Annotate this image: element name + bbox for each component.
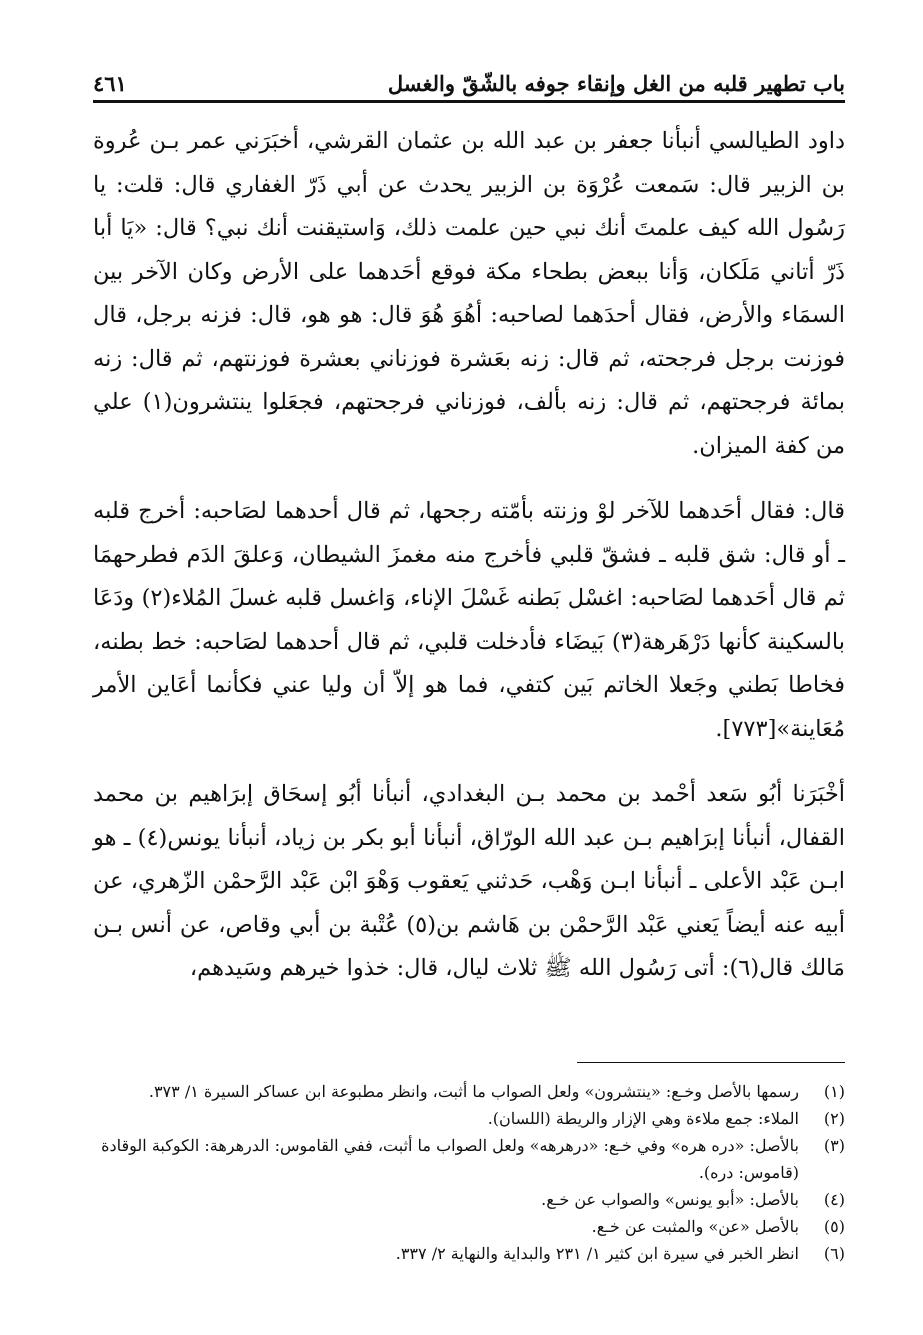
footnote-text: بالأصل: «دره هره» وفي خـع: «درهرهه» ولعل الصواب ما أثبت، ففي القاموس: الدرهرهة: الكوكبة الوقادة (قاموس: دره). (101, 1136, 799, 1182)
paragraph: قال: فقال أحَدهما للآخر لوْ وزنته بأمّته رجحها، ثم قال أحدهما لصَاحبه: أخرج قلبه ـ أو قال: شق قلبه ـ فشقّ قلبي فأخرج منه مغمزَ الشيطان، وَعلقَ الدَم فطرحهمَا ثم قال أحَدهما لصَاحبه: اغسْل بَطنه غَسْلَ الإناء، وَاغسل قلبه غسلَ المُلاء(٢) ودَعَا بالسكينة كأنها دَرْهَرهة(٣) بَيضَاء فأدخلت قلبي، ثم قال أحدهما لصَاحبه: خط بطنه، فخاطا بَطني وجَعلا الخاتم بَين كتفي، فما هو إلاّ أن وليا عني فكأنما أعَاين الأمر مُعَاينة»[٧٧٣]. (93, 498, 845, 742)
footnote (93, 1132, 845, 1186)
footnote-number: (١) (823, 1082, 845, 1101)
page-number: ٤٦١ (93, 71, 127, 96)
footnote-text: الملاء: جمع ملاءة وهي الإزار والريطة (اللسان). (487, 1109, 799, 1128)
footnote-number: (٢) (823, 1109, 845, 1128)
footnote (93, 1186, 845, 1213)
main-text (93, 120, 845, 991)
footnote-text: بالأصل «عن» والمثبت عن خـع. (591, 1217, 799, 1236)
footnote-text: بالأصل: «أبو يونس» والصواب عن خـع. (541, 1190, 799, 1209)
footnote-number: (٥) (823, 1217, 845, 1236)
paragraph: أخْبَرَنا أبُو سَعد أحْمد بن محمد بـن البغدادي، أنبأنا أبُو إسحَاق إبرَاهيم بن محمد القفال، أنبأنا إبرَاهيم بـن عبد الله الورّاق، أنبأنا أبو بكر بن زياد، أنبأنا يونس(٤) ـ هو ابـن عَبْد الأعلى ـ أنبأنا ابـن وَهْب، حَدثني يَعقوب وَهْوَ ابْن عَبْد الرَّحمْن الزّهري، عن أبيه عنه أيضاً يَعني عَبْد الرَّحمْن بن هَاشم بن(٥) عُتْبة بن أبي وقاص، عن أنس بـن مَالك قال(٦): أتى رَسُول الله ﷺ ثلاث ليال، قال: خذوا خيرهم وسَيدهم، (93, 781, 845, 981)
footnote (93, 1240, 845, 1267)
footnote (93, 1213, 845, 1240)
footnote-divider (577, 1062, 845, 1063)
footnote-text: رسمها بالأصل وخـع: «ينتشرون» ولعل الصواب ما أثبت، وانظر مطبوعة ابن عساكر السيرة ١/ ٣٧٣. (148, 1082, 799, 1101)
paragraph: داود الطيالسي أنبأنا جعفر بن عبد الله بن عثمان القرشي، أخبَرَني عمر بـن عُروة بن الزبير قال: سَمعت عُرْوَة بن الزبير يحدث عن أبي ذَرّ الغفاري قال: قلت: يا رَسُول الله كيف علمتَ أنك نبي حين علمت ذلك، وَاستيقنت أنك نبي؟ قال: «يَا أبا ذَرّ أتاني مَلَكان، وَأنا ببعض بطحاء مكة فوقع أحَدهما على الأرض وكان الآخر بين السمَاء والأرض، فقال أحدَهما لصاحبه: أهُوَ هُوَ قال: هو هو، قال: فزنه برجل، قال فوزنت برجل فرجحته، ثم قال: زنه بعَشرة فوزناني بعشرة فوزنتهم، ثم قال: زنه بمائة فرجحتهم، ثم قال: زنه بألف، فوزناني فرجحتهم، فجعَلوا ينتشرون(١) علي من كفة الميزان. (93, 128, 845, 459)
chapter-title: باب تطهير قلبه من الغل وإنقاء جوفه بالشّقّ والغسل (387, 71, 845, 96)
footnote (93, 1105, 845, 1132)
footnote (93, 1078, 845, 1105)
footnote-number: (٣) (823, 1136, 845, 1155)
footnote-text: انظر الخبر في سيرة ابن كثير ١/ ٢٣١ والبداية والنهاية ٢/ ٣٣٧. (395, 1244, 799, 1263)
footnote-number: (٤) (823, 1190, 845, 1209)
footnote-number: (٦) (823, 1244, 845, 1263)
running-header (93, 58, 845, 103)
footnotes (93, 1078, 845, 1267)
